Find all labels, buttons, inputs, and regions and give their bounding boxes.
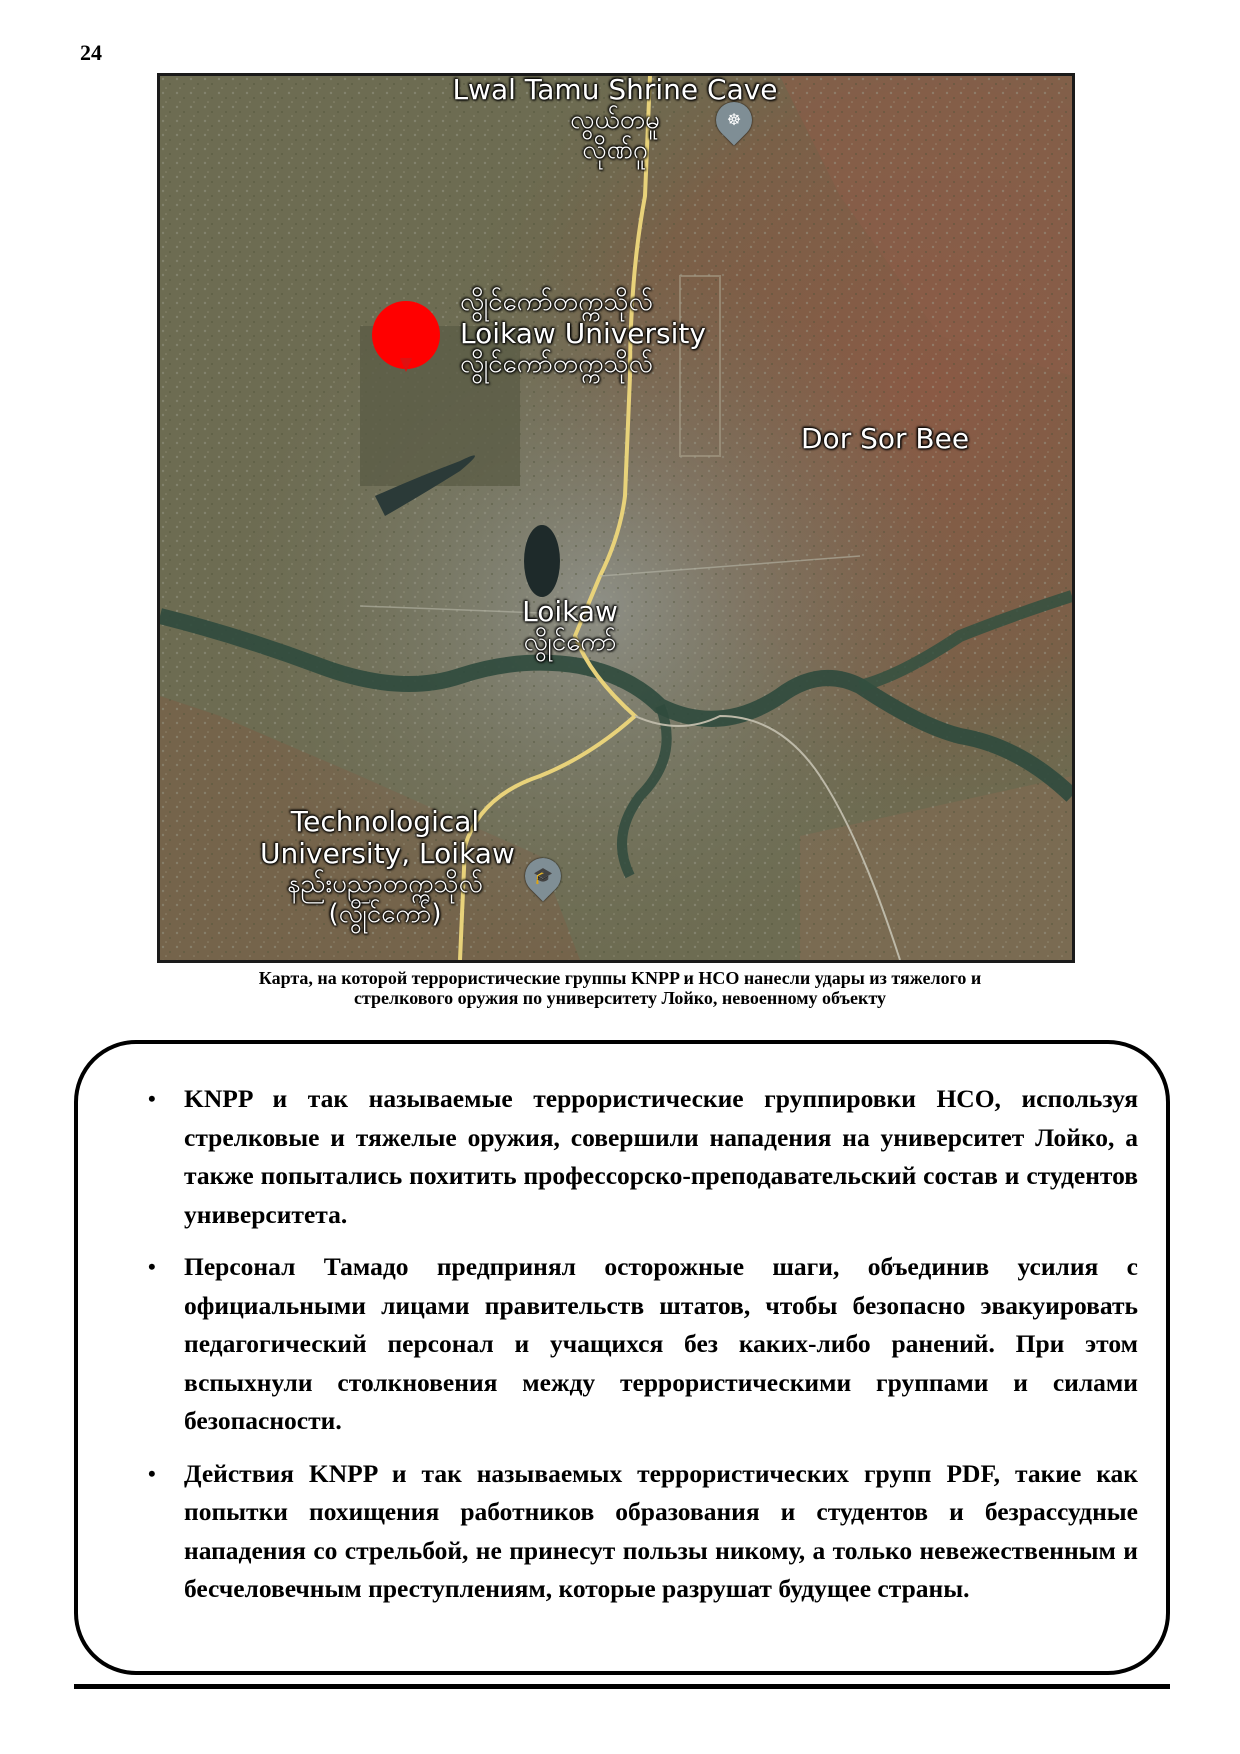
caption-line-2: стрелкового оружия по университету Лойко, невоенному объекту [353,988,887,1008]
bullet-text: Персонал Тамадо предпринял осторожные шаги, объединив усилия с официальными лицами правительств штатов, чтобы безопасно эвакуировать педагогический персонал и учащихся без каких-либо ранений. При этом вспыхнули столкновения между террористическими группами и силами безопасности. [184,1252,1138,1435]
map-label-tech-university [260,805,515,930]
tech-university-script-2: (လွိုင်ကော်) [328,899,442,930]
tech-university-line1: Technological [290,805,480,838]
list-item [148,1455,1138,1609]
map-label-shrine [395,74,835,166]
red-marker-tip [400,358,412,372]
bullet-list [148,1080,1138,1623]
list-item [148,1248,1138,1441]
loikaw-name: Loikaw [522,595,618,628]
list-item [148,1080,1138,1234]
bullet-text: KNPP и так называемые террористические группировки НСО, используя стрелковые и тяжелые оружия, совершили нападения на университет Лойко, а также попытались похитить профессорско-преподавательский состав и студентов университета. [184,1084,1138,1229]
bullet-dot-icon: • [148,1086,156,1111]
footer-rule [74,1684,1170,1689]
shrine-name: Lwal Tamu Shrine Cave [452,73,778,106]
shrine-script-2: လိုဏ်ဂူ [582,135,648,166]
university-script-bottom: လွိုင်ကော်တက္ကသိုလ် [460,349,654,380]
map-label-university [460,288,706,380]
map-caption [170,968,1070,1008]
bullet-dot-icon: • [148,1460,156,1486]
satellite-map [157,73,1075,963]
dharma-wheel-icon[interactable]: ☸ [709,95,760,146]
tech-university-line2: University, Loikaw [260,837,515,871]
bullet-text: Действия KNPP и так называемых террористических групп PDF, такие как попытки похищения работников образования и студентов и безрассудные нападения со стрельбой, не принесут пользы никому, а только невежественным и бесчеловечным преступлениям, которые разрушат будущее страны. [184,1458,1138,1603]
bullet-box [74,1040,1170,1675]
loikaw-script: လွိုင်ကော် [523,627,617,658]
university-script-top: လွိုင်ကော်တက္ကသိုလ် [460,287,654,317]
page-number: 24 [80,40,102,65]
shrine-script-1: လွယ်တမူ [570,105,660,136]
caption-line-1: Карта, на которой террористические группы KNPP и НСО нанесли удары из тяжелого и [258,968,982,988]
graduation-cap-icon[interactable]: 🎓 [518,851,569,902]
tech-university-script: နည်းပညာတက္ကသိုလ် [286,869,484,900]
bullet-dot-icon: • [148,1254,156,1279]
university-name: Loikaw University [460,316,706,350]
map-label-dor-sor-bee: Dor Sor Bee [801,422,970,455]
map-label-loikaw [500,596,640,658]
